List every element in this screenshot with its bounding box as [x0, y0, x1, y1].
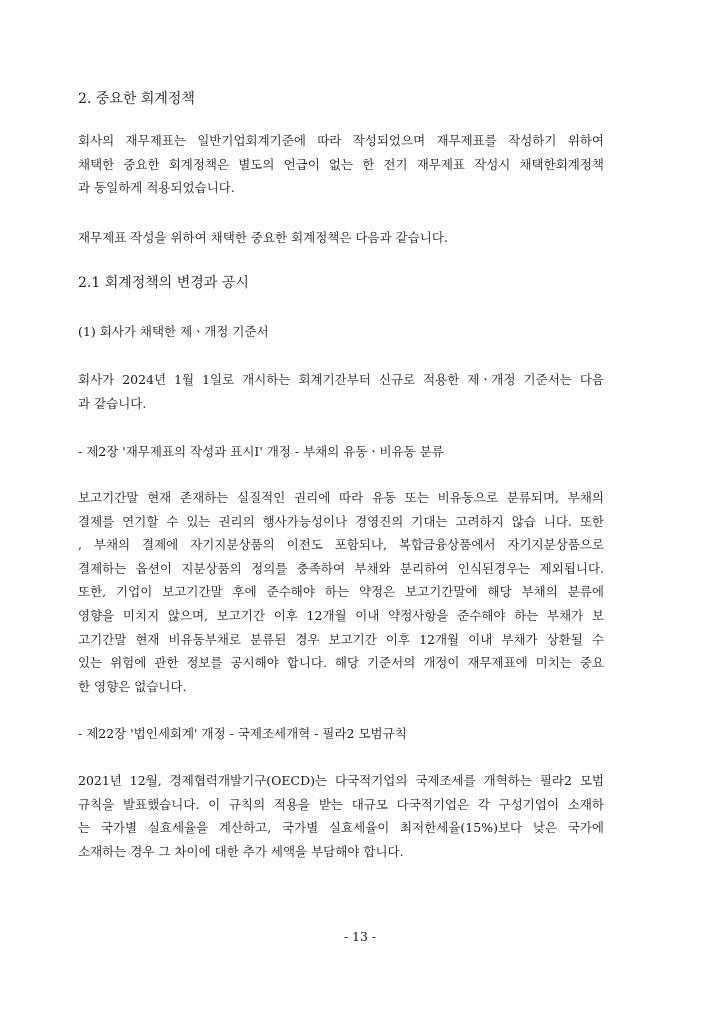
standard2-line: 소재하는 경우 그 차이에 대한 추가 세액을 부담해야 합니다.: [78, 843, 404, 859]
adoption-line: 과 같습니다.: [78, 395, 147, 411]
standard2-line: 규칙을 발표했습니다. 이 규칙의 적용을 받는 대규모 다국적기업은 각 구성기업이 소재하: [78, 796, 604, 812]
intro-paragraph: [78, 129, 604, 200]
adoption-paragraph: [78, 368, 604, 415]
standard2-line: 는 국가별 실효세율을 계산하고, 국가별 실효세율이 최저한세율(15%)보다 낮은 국가에: [78, 820, 604, 836]
standard1-line: , 부채의 결제에 자기지분상품의 이전도 포함되나, 복합금융상품에서 자기지분상품으로: [78, 537, 604, 553]
standard1-line: 또한, 기업이 보고기간말 후에 준수해야 하는 약정은 보고기간말에 해당 부채의 분류에: [78, 584, 604, 600]
subsection-title: 2.1 회계정책의 변경과 공시: [78, 275, 249, 291]
standard1-line: 있는 위험에 관한 정보를 공시해야 합니다. 해당 기준서의 개정이 재무제표에 미치는 중요: [78, 655, 604, 671]
page-number: - 13 -: [343, 929, 377, 944]
standard1-line: 한 영향은 없습니다.: [78, 678, 187, 694]
standard1-line: 고기간말 현재 비유동부채로 분류된 경우 보고기간 이후 12개월 이내 부채가 상환될 수: [78, 631, 604, 647]
standard1-title: - 제2장 '재무제표의 작성과 표시Ⅰ' 개정 - 부채의 유동ㆍ비유동 분류: [78, 444, 444, 459]
standard1-line: 영향을 미치지 않으며, 보고기간 이후 12개월 이내 약정사항을 준수해야 하는 부채가 보: [78, 607, 604, 623]
standard2-title: - 제22장 '법인세회계' 개정 - 국제조세개혁 - 필라2 모범규칙: [78, 726, 407, 741]
intro-line: 과 동일하게 적용되었습니다.: [78, 180, 235, 196]
standard1-paragraph: [78, 486, 604, 698]
standard1-line: 결제를 연기할 수 있는 권리의 행사가능성이나 경영진의 기대는 고려하지 않습 니다. 또한: [78, 513, 604, 529]
intro-note: 재무제표 작성을 위하여 채택한 중요한 회계정책은 다음과 같습니다.: [78, 230, 448, 245]
adoption-line: 회사가 2024년 1월 1일로 개시하는 회계기간부터 신규로 적용한 제ㆍ개정 기준서는 다음: [78, 372, 604, 387]
standard1-line: 보고기간말 현재 존재하는 실질적인 권리에 따라 유동 또는 비유동으로 분류되며, 부채의: [78, 490, 604, 505]
standard2-paragraph: [78, 769, 604, 863]
intro-line: 회사의 재무제표는 일반기업회계기준에 따라 작성되었으며 재무제표를 작성하기 위하여: [78, 133, 604, 148]
intro-line: 채택한 중요한 회계정책은 별도의 언급이 없는 한 전기 재무제표 작성시 채택한회계정책: [78, 156, 604, 172]
standard1-line: 결제하는 옵션이 지분상품의 정의를 충족하여 부채와 분리하여 인식된경우는 제외됩니다.: [78, 560, 604, 576]
section-title: 2. 중요한 회계정책: [78, 91, 195, 107]
standard2-line: 2021년 12월, 경제협력개발기구(OECD)는 다국적기업의 국제조세를 개혁하는 필라2 모범: [78, 773, 604, 788]
sub-item-title: (1) 회사가 채택한 제ㆍ개정 기준서: [78, 324, 269, 339]
